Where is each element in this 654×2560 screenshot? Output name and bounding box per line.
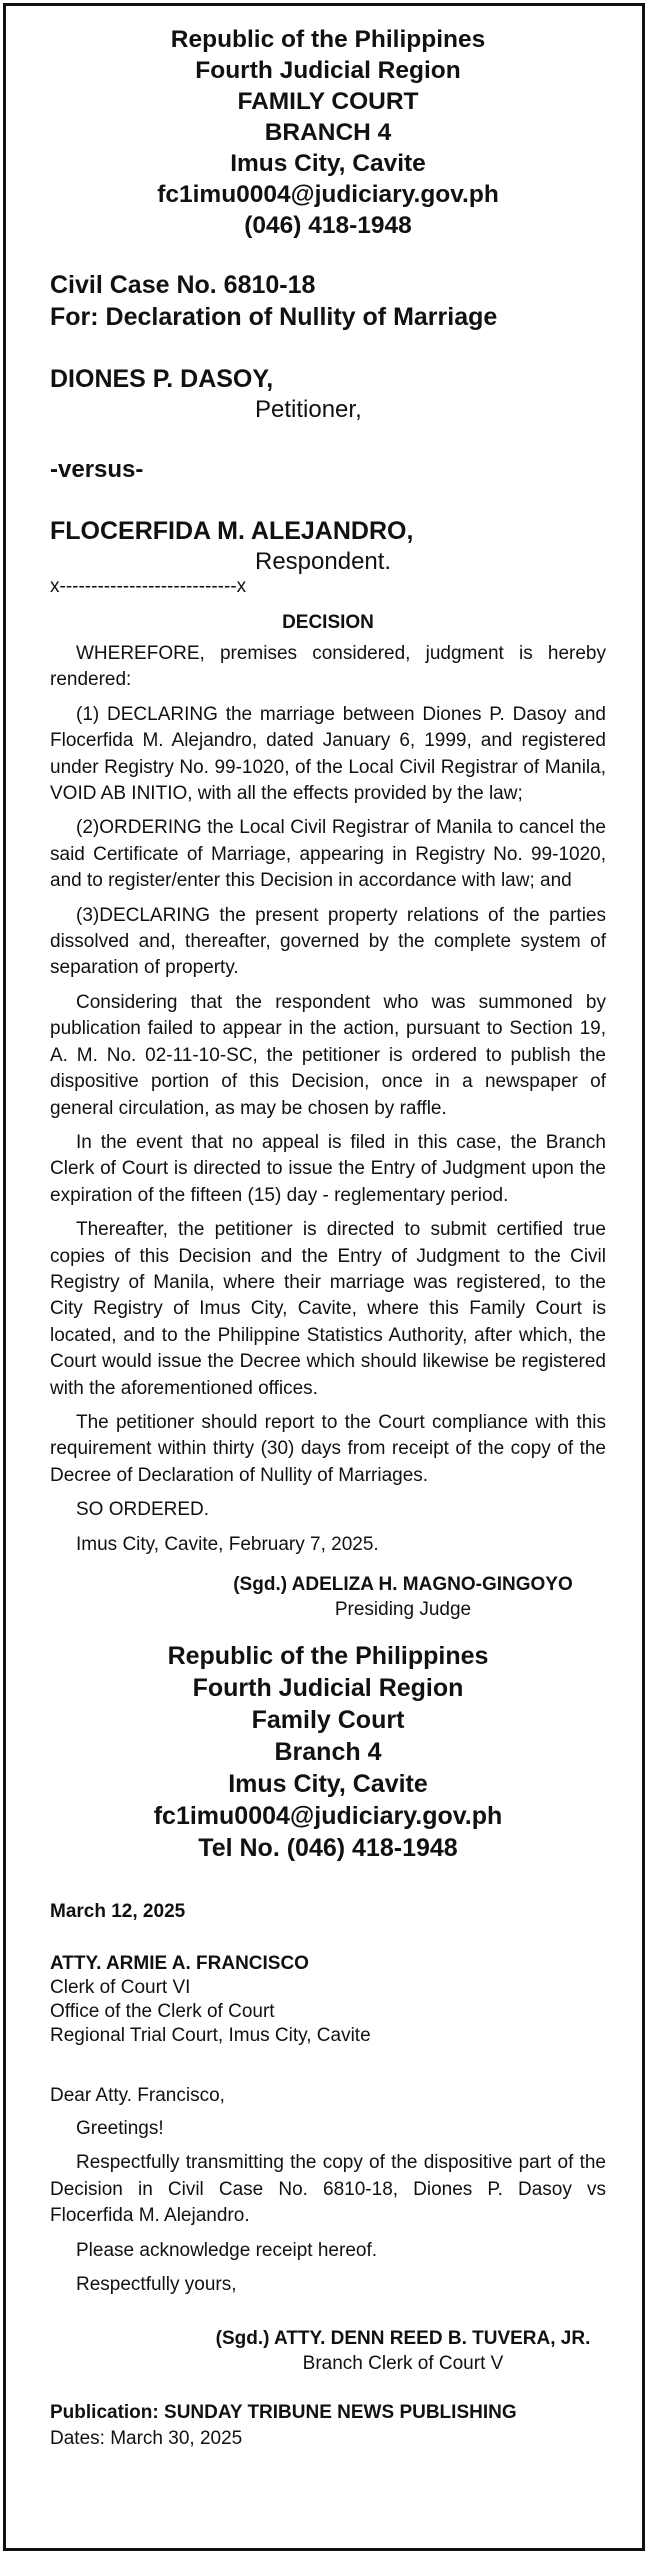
letter-body-1: Respectfully transmitting the copy of the dispositive part of the Decision in Civil Case No. 6810-18, Diones P. Dasoy vs Flocerfida M. Alejandro.	[50, 2152, 606, 2227]
decision-title: DECISION	[282, 612, 374, 633]
judge-signature-block	[50, 1572, 606, 1622]
letter-header-court: Family Court	[251, 1706, 405, 1734]
header-email: fc1imu0004@judiciary.gov.ph	[157, 181, 499, 208]
decision-paragraph-7: Thereafter, the petitioner is directed to submit certified true copies of this Decision and the Entry of Judgment to the Civil Registry of Manila, where their marriage was registered, to the City Registry of Imus City, Cavite, where this Family Court is located, and to the Philippine Statistics Authority, after which, the Court would issue the Decree which should likewise be registered with the aforementioned offices.	[50, 1219, 606, 1399]
letter-header	[50, 1640, 606, 1864]
judge-title: Presiding Judge	[334, 1599, 472, 1620]
publication-label: Publication:	[50, 2402, 159, 2424]
petitioner-role: Petitioner,	[255, 396, 362, 423]
letter-header-branch: Branch 4	[274, 1738, 382, 1766]
case-number: Civil Case No. 6810-18	[50, 271, 316, 299]
decision-place-date: Imus City, Cavite, February 7, 2025.	[76, 1533, 379, 1555]
decision-paragraph-2: (1) DECLARING the marriage between Diones P. Dasoy and Flocerfida M. Alejandro, dated January 6, 1999, and registered under Registry No. 99-1020, of the Local Civil Registrar of Manila, VOID AB INITIO, with all the effects provided by the law;	[50, 703, 606, 805]
so-ordered: SO ORDERED.	[76, 1499, 210, 1521]
decision-paragraph-8: The petitioner should report to the Court compliance with this requirement within thirty (30) days from receipt of the copy of the Decree of Declaration of Nullity of Marriages.	[50, 1411, 606, 1486]
addressee-name: ATTY. ARMIE A. FRANCISCO	[50, 1953, 309, 1974]
legal-notice	[3, 3, 645, 2551]
decision-paragraph-4: (3)DECLARING the present property relations of the parties dissolved and, thereafter, governed by the complete system of separation of property.	[50, 904, 606, 979]
judge-signatory: (Sgd.) ADELIZA H. MAGNO-GINGOYO	[233, 1574, 573, 1595]
decision-paragraph-1: WHEREFORE, premises considered, judgment is hereby rendered:	[50, 643, 606, 691]
letter-salutation: Dear Atty. Francisco,	[50, 2085, 225, 2106]
versus-label: -versus-	[50, 456, 144, 483]
addressee-position: Clerk of Court VI	[50, 1977, 191, 1998]
publication-line	[50, 2400, 606, 2426]
case-subject: For: Declaration of Nullity of Marriage	[50, 303, 498, 331]
publication-dates-label: Dates:	[50, 2428, 105, 2450]
respondent-name: FLOCERFIDA M. ALEJANDRO,	[50, 517, 414, 545]
decision-paragraph-5: Considering that the respondent who was summoned by publication failed to appear in the action, pursuant to Section 19, A. M. No. 02-11-10-SC, the petitioner is ordered to publish the dispositive portion of this Decision, once in a newspaper of general circulation, as may be chosen by raffle.	[50, 991, 606, 1119]
letter-header-phone: Tel No. (046) 418-1948	[198, 1834, 458, 1862]
clerk-signature-block	[50, 2326, 606, 2376]
clerk-title: Branch Clerk of Court V	[302, 2353, 504, 2375]
addressee-block	[50, 1952, 606, 2048]
petitioner-name: DIONES P. DASOY,	[50, 365, 274, 393]
header-republic: Republic of the Philippines	[170, 26, 486, 53]
letter-closing: Respectfully yours,	[76, 2274, 237, 2296]
publication-dates: March 30, 2025	[110, 2428, 243, 2450]
letter-header-region: Fourth Judicial Region	[192, 1674, 464, 1702]
clerk-signatory: (Sgd.) ATTY. DENN REED B. TUVERA, JR.	[215, 2328, 591, 2350]
notice-content	[6, 6, 642, 2452]
header-region: Fourth Judicial Region	[195, 57, 461, 84]
letter-header-email: fc1imu0004@judiciary.gov.ph	[153, 1802, 503, 1830]
letter-header-city: Imus City, Cavite	[228, 1770, 428, 1798]
respondent-role: Respondent.	[255, 548, 392, 575]
header-branch: BRANCH 4	[264, 119, 392, 146]
publication-dates-line	[50, 2426, 606, 2452]
decision-paragraph-6: In the event that no appeal is filed in this case, the Branch Clerk of Court is directed to issue the Entry of Judgment upon the expiration of the fifteen (15) day - reglementary period.	[50, 1131, 606, 1206]
publication-publisher: SUNDAY TRIBUNE NEWS PUBLISHING	[164, 2402, 517, 2424]
letter-greeting: Greetings!	[76, 2118, 164, 2139]
letter-body-2: Please acknowledge receipt hereof.	[76, 2239, 378, 2261]
letter-header-republic: Republic of the Philippines	[167, 1642, 489, 1670]
addressee-office: Office of the Clerk of Court	[50, 2001, 275, 2022]
separator-line: x----------------------------x	[50, 577, 247, 597]
header-phone: (046) 418-1948	[244, 212, 412, 239]
addressee-court: Regional Trial Court, Imus City, Cavite	[50, 2025, 371, 2046]
header-city: Imus City, Cavite	[230, 150, 426, 177]
court-header	[50, 24, 606, 241]
letter-date: March 12, 2025	[50, 1901, 186, 1922]
decision-paragraph-3: (2)ORDERING the Local Civil Registrar of Manila to cancel the said Certificate of Marriage, appearing in Registry No. 99-1020, and to register/enter this Decision in accordance with law; and	[50, 817, 606, 892]
header-court: FAMILY COURT	[237, 88, 419, 115]
